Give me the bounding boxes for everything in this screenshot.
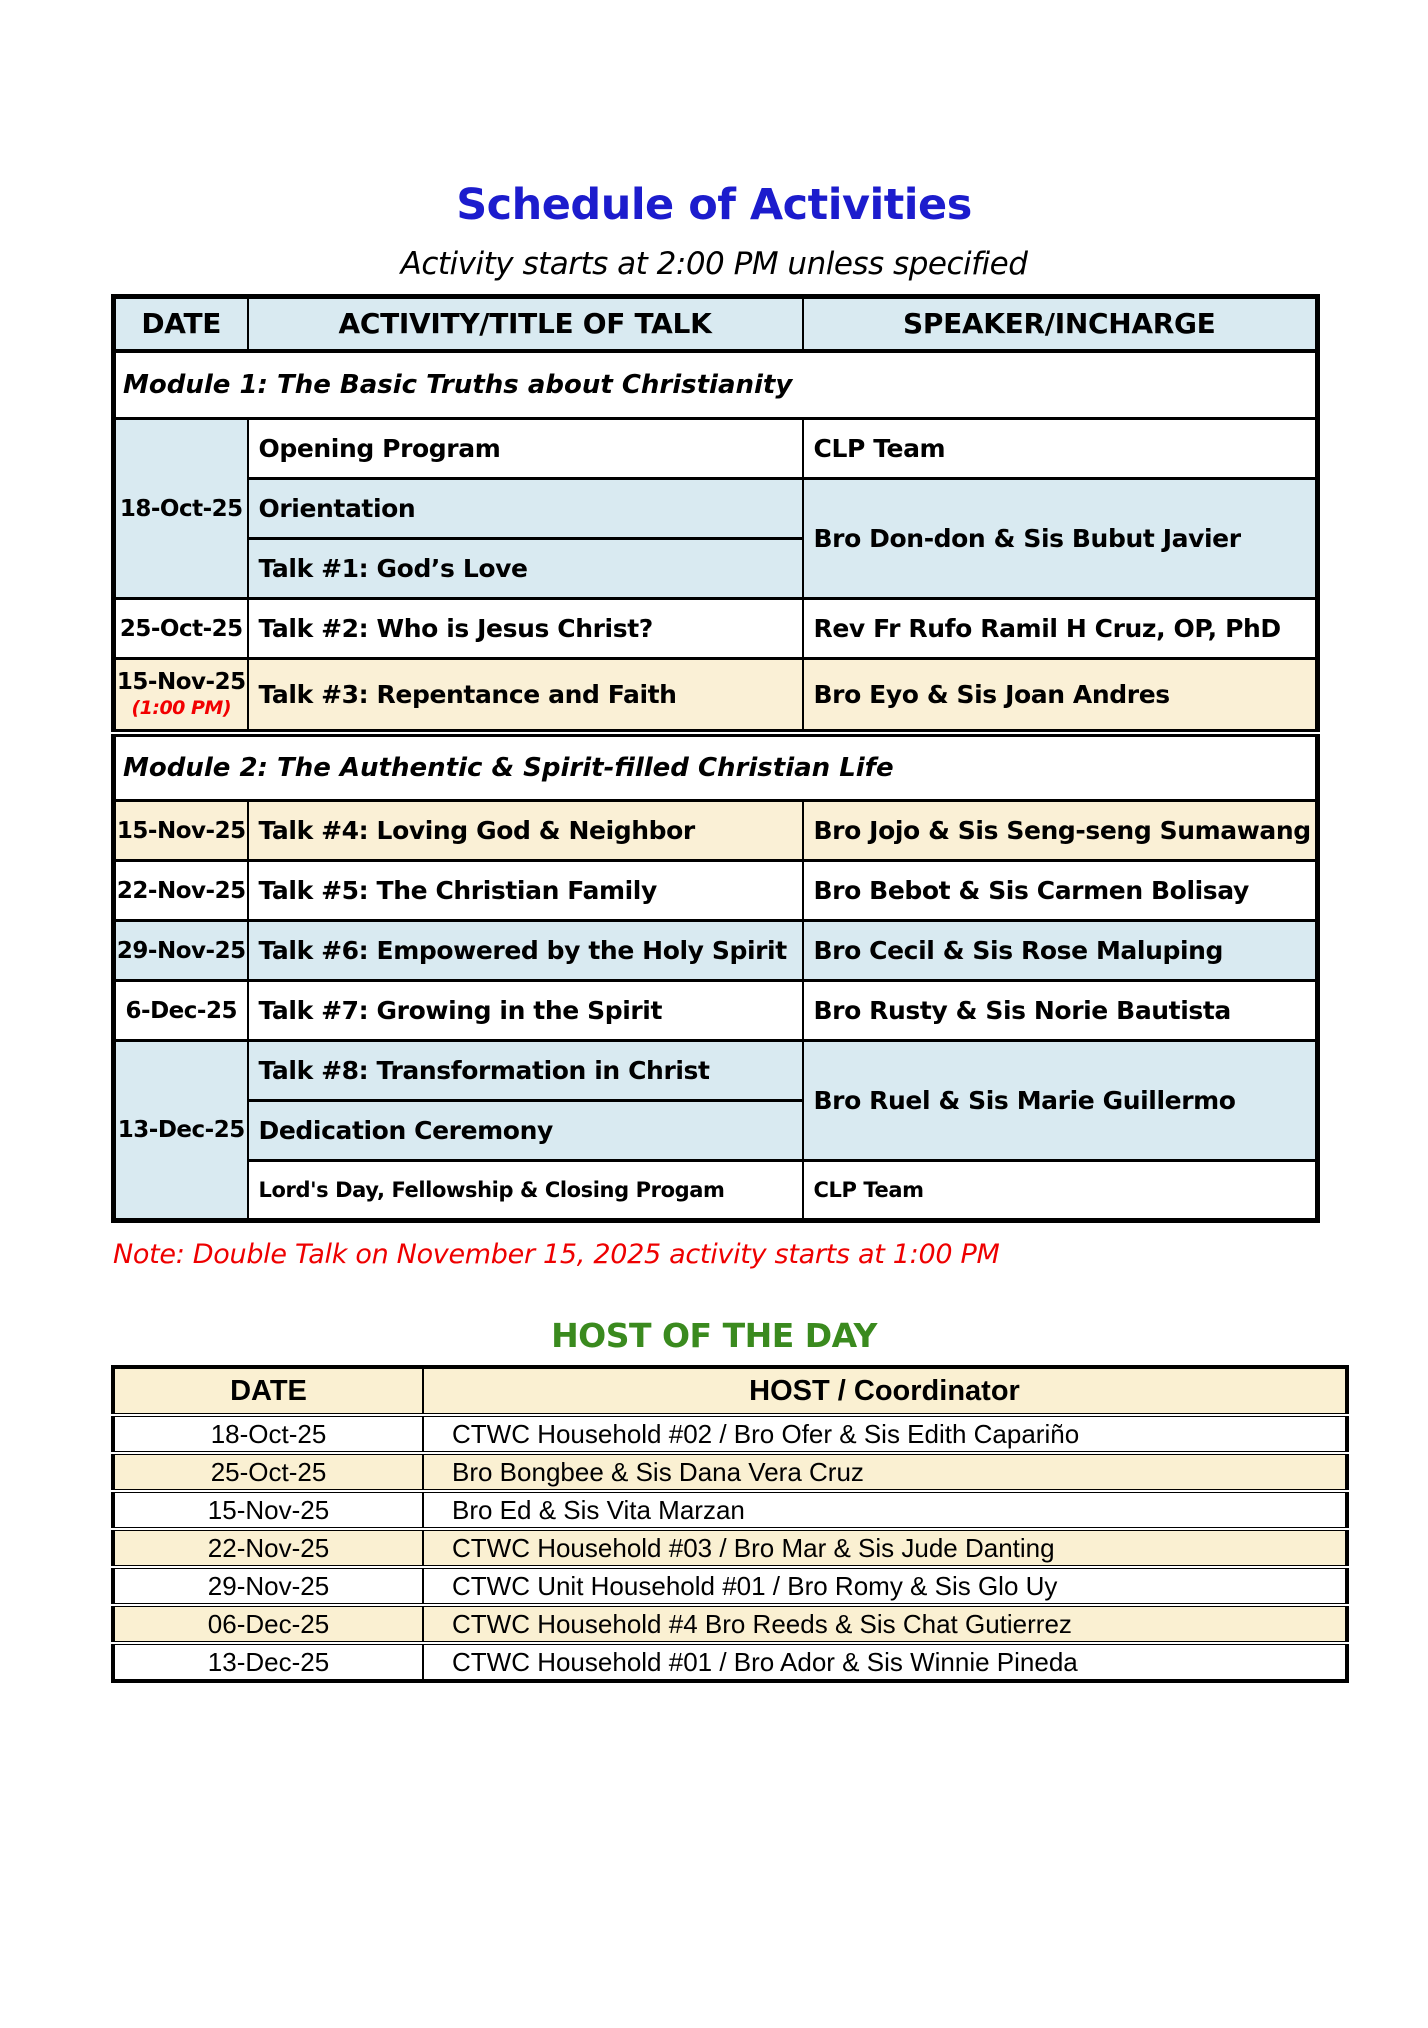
host-table bbox=[111, 1365, 1349, 1683]
schedule-header-date: DATE bbox=[114, 297, 248, 351]
page-title: Schedule of Activities bbox=[456, 180, 972, 230]
host-name: Bro Bongbee & Sis Dana Vera Cruz bbox=[423, 1453, 1347, 1491]
host-date: 13-Dec-25 bbox=[113, 1643, 423, 1681]
activity-talk5: Talk #5: The Christian Family bbox=[248, 861, 803, 921]
module-1-row bbox=[114, 351, 1318, 419]
host-date: 25-Oct-25 bbox=[113, 1453, 423, 1491]
table-row bbox=[114, 599, 1318, 659]
speaker-clp-team-closing: CLP Team bbox=[803, 1161, 1318, 1221]
schedule-header-speaker: SPEAKER/INCHARGE bbox=[803, 297, 1318, 351]
table-row bbox=[114, 1161, 1318, 1221]
host-date: 15-Nov-25 bbox=[113, 1491, 423, 1529]
activity-dedication: Dedication Ceremony bbox=[248, 1101, 803, 1161]
host-row bbox=[113, 1529, 1347, 1567]
date-text: 15-Nov-25 bbox=[116, 669, 246, 696]
host-name: Bro Ed & Sis Vita Marzan bbox=[423, 1491, 1347, 1529]
table-row bbox=[114, 659, 1318, 733]
speaker-bolisay: Bro Bebot & Sis Carmen Bolisay bbox=[803, 861, 1318, 921]
host-row bbox=[113, 1643, 1347, 1681]
host-date: 22-Nov-25 bbox=[113, 1529, 423, 1567]
table-row bbox=[114, 1041, 1318, 1101]
activity-talk3: Talk #3: Repentance and Faith bbox=[248, 659, 803, 733]
activity-talk8: Talk #8: Transformation in Christ bbox=[248, 1041, 803, 1101]
table-row bbox=[114, 921, 1318, 981]
host-row bbox=[113, 1491, 1347, 1529]
schedule-table bbox=[111, 294, 1320, 1223]
activity-talk1: Talk #1: God’s Love bbox=[248, 539, 803, 599]
date-cell-15nov-talk3 bbox=[114, 659, 248, 733]
host-row bbox=[113, 1415, 1347, 1453]
host-date: 06-Dec-25 bbox=[113, 1605, 423, 1643]
host-name: CTWC Household #01 / Bro Ador & Sis Winnie Pineda bbox=[423, 1643, 1347, 1681]
speaker-cruz: Rev Fr Rufo Ramil H Cruz, OP, PhD bbox=[803, 599, 1318, 659]
host-row bbox=[113, 1567, 1347, 1605]
host-row bbox=[113, 1605, 1347, 1643]
host-name: CTWC Household #03 / Bro Mar & Sis Jude Danting bbox=[423, 1529, 1347, 1567]
note-text: Note: Double Talk on November 15, 2025 activity starts at 1:00 PM bbox=[113, 1239, 1000, 1270]
host-date: 29-Nov-25 bbox=[113, 1567, 423, 1605]
speaker-clp-team-opening: CLP Team bbox=[803, 419, 1318, 479]
date-cell-22nov: 22-Nov-25 bbox=[114, 861, 248, 921]
date-cell-13dec: 13-Dec-25 bbox=[114, 1041, 248, 1221]
host-name: CTWC Household #02 / Bro Ofer & Sis Edith Capariño bbox=[423, 1415, 1347, 1453]
host-date: 18-Oct-25 bbox=[113, 1415, 423, 1453]
activity-orientation: Orientation bbox=[248, 479, 803, 539]
table-row bbox=[114, 479, 1318, 539]
speaker-javier: Bro Don-don & Sis Bubut Javier bbox=[803, 479, 1318, 599]
speaker-maluping: Bro Cecil & Sis Rose Maluping bbox=[803, 921, 1318, 981]
table-row bbox=[114, 861, 1318, 921]
host-header-coordinator: HOST / Coordinator bbox=[423, 1367, 1347, 1415]
host-header-row bbox=[113, 1367, 1347, 1415]
host-name: CTWC Household #4 Bro Reeds & Sis Chat Gutierrez bbox=[423, 1605, 1347, 1643]
module-1-title: Module 1: The Basic Truths about Christianity bbox=[114, 351, 1318, 419]
speaker-bautista: Bro Rusty & Sis Norie Bautista bbox=[803, 981, 1318, 1041]
module-2-row bbox=[114, 733, 1318, 801]
date-cell-6dec: 6-Dec-25 bbox=[114, 981, 248, 1041]
activity-talk7: Talk #7: Growing in the Spirit bbox=[248, 981, 803, 1041]
module-2-title: Module 2: The Authentic & Spirit-filled Christian Life bbox=[114, 733, 1318, 801]
table-row bbox=[114, 981, 1318, 1041]
host-header-date: DATE bbox=[113, 1367, 423, 1415]
activity-talk4: Talk #4: Loving God & Neighbor bbox=[248, 801, 803, 861]
table-row bbox=[114, 801, 1318, 861]
schedule-header-activity: ACTIVITY/TITLE OF TALK bbox=[248, 297, 803, 351]
speaker-sumawang: Bro Jojo & Sis Seng-seng Sumawang bbox=[803, 801, 1318, 861]
table-row bbox=[114, 419, 1318, 479]
host-heading: HOST OF THE DAY bbox=[551, 1316, 877, 1355]
speaker-guillermo: Bro Ruel & Sis Marie Guillermo bbox=[803, 1041, 1318, 1161]
time-note: (1:00 PM) bbox=[131, 697, 232, 720]
activity-lords-day: Lord's Day, Fellowship & Closing Progam bbox=[248, 1161, 803, 1221]
host-row bbox=[113, 1453, 1347, 1491]
date-cell-18oct: 18-Oct-25 bbox=[114, 419, 248, 599]
date-cell-25oct: 25-Oct-25 bbox=[114, 599, 248, 659]
date-cell-29nov: 29-Nov-25 bbox=[114, 921, 248, 981]
activity-talk2: Talk #2: Who is Jesus Christ? bbox=[248, 599, 803, 659]
schedule-header-row bbox=[114, 297, 1318, 351]
page-subtitle: Activity starts at 2:00 PM unless specified bbox=[400, 246, 1028, 282]
host-name: CTWC Unit Household #01 / Bro Romy & Sis Glo Uy bbox=[423, 1567, 1347, 1605]
speaker-andres: Bro Eyo & Sis Joan Andres bbox=[803, 659, 1318, 733]
date-cell-15nov-talk4: 15-Nov-25 bbox=[114, 801, 248, 861]
activity-talk6: Talk #6: Empowered by the Holy Spirit bbox=[248, 921, 803, 981]
activity-opening-program: Opening Program bbox=[248, 419, 803, 479]
